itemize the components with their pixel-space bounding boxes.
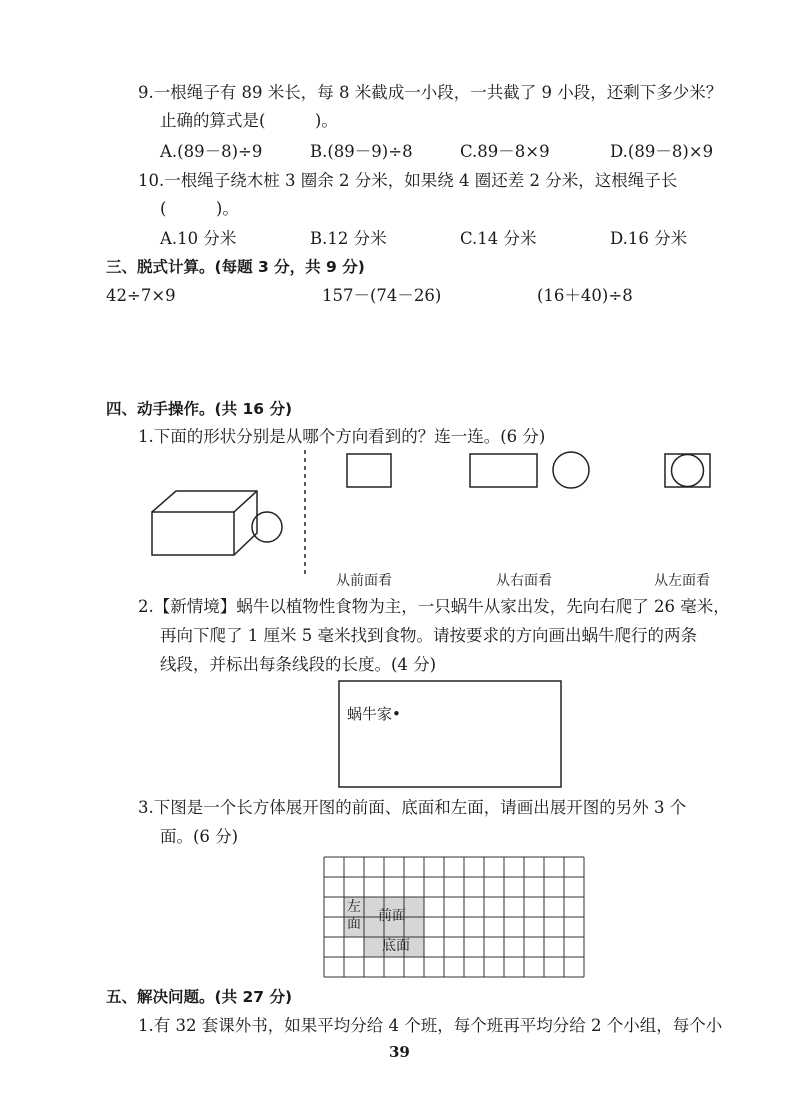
label-left-view: 从左面看	[654, 573, 710, 589]
q9-line1: 9.一根绳子有 89 米长，每 8 米截成一小段，一共截了 9 小段，还剩下多少米？	[138, 83, 723, 102]
s4-q3-line2: 面。(6 分)	[160, 827, 239, 846]
s4-q3-line1: 3.下图是一个长方体展开图的前面、底面和左面，请画出展开图的另外 3 个	[138, 798, 687, 817]
s4-q2-line3: 线段，并标出每条线段的长度。(4 分)	[160, 655, 437, 674]
section3-heading: 三、脱式计算。(每题 3 分，共 9 分)	[106, 258, 365, 276]
label-front-view: 从前面看	[336, 573, 392, 589]
snail-drawing-box	[339, 681, 561, 787]
s5-q1-text: 1.有 32 套课外书，如果平均分给 4 个班，每个班再平均分给 2 个小组，每个小	[138, 1016, 723, 1035]
cuboid-figure	[152, 491, 257, 555]
calc-expr-2: 157－(74－26)	[322, 286, 442, 305]
s4-q2-line1: 2.【新情境】蜗牛以植物性食物为主，一只蜗牛从家出发，先向右爬了 26 毫米，	[138, 597, 730, 616]
q9-line2: 止确的算式是( )。	[160, 111, 338, 130]
section5-heading: 五、解决问题。(共 27 分)	[106, 988, 293, 1006]
q9-option-d: D.(89－8)×9	[610, 142, 714, 161]
q10-line2: ( )。	[160, 199, 239, 218]
q10-line1: 10.一根绳子绕木桩 3 圈余 2 分米，如果绕 4 圈还差 2 分米，这根绳子长	[138, 171, 678, 190]
page-number: 39	[389, 1043, 410, 1061]
q10-option-a: A.10 分米	[160, 229, 237, 248]
s4-q1-text: 1.下面的形状分别是从哪个方向看到的？连一连。(6 分)	[138, 427, 546, 446]
s4-q2-line2: 再向下爬了 1 厘米 5 毫米找到食物。请按要求的方向画出蜗牛爬行的两条	[160, 626, 697, 645]
q9-option-a: A.(89－8)÷9	[160, 142, 263, 161]
calc-expr-3: (16＋40)÷8	[537, 286, 633, 305]
view-left-circle	[672, 455, 704, 487]
grid-label-bottom-face: 底面	[382, 938, 410, 954]
grid-label-left-face: 左 面	[347, 899, 361, 932]
q9-option-c: C.89－8×9	[460, 142, 550, 161]
section4-heading: 四、动手操作。(共 16 分)	[106, 400, 293, 418]
label-right-view: 从右面看	[496, 573, 552, 589]
grid-label-front-face: 前面	[378, 908, 406, 924]
snail-home-label: 蜗牛家•	[347, 705, 401, 723]
q9-option-b: B.(89－9)÷8	[310, 142, 413, 161]
q10-option-b: B.12 分米	[310, 229, 387, 248]
view-right-circle	[553, 452, 589, 488]
q10-option-d: D.16 分米	[610, 229, 688, 248]
view-right-rect	[470, 454, 537, 487]
net-grid	[324, 857, 584, 977]
q10-option-c: C.14 分米	[460, 229, 537, 248]
view-front-rect	[347, 454, 391, 487]
calc-expr-1: 42÷7×9	[106, 286, 176, 305]
